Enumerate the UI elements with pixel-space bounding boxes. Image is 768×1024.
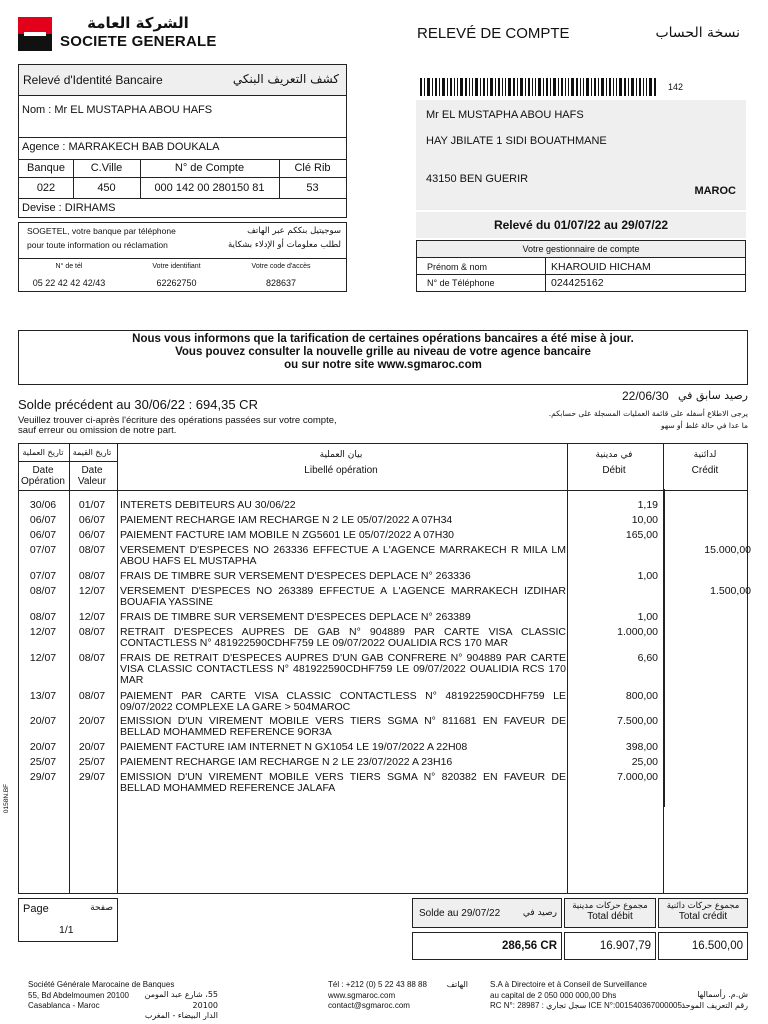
header-credit: Crédit	[691, 465, 719, 476]
row-libelle: FRAIS DE TIMBRE SUR VERSEMENT D'ESPECES DEPLACE N° 263336	[120, 570, 471, 582]
rib-box	[18, 64, 347, 218]
previous-balance-ar: رصيد سابق في	[678, 389, 748, 402]
footer-col3	[490, 980, 684, 1012]
rib-header-cville: C.Ville	[90, 162, 123, 174]
footer-city: Casablanca - Maroc	[28, 1001, 100, 1010]
address-city: 43150 BEN GUERIR	[426, 173, 529, 185]
total-credit-label: Total crédit	[678, 911, 728, 922]
total-debit: 16.907,79	[564, 932, 656, 960]
row-date-op: 07/07	[29, 544, 57, 556]
row-libelle: FRAIS DE TIMBRE SUR VERSEMENT D'ESPECES DEPLACE N° 263389	[120, 611, 471, 623]
rib-title-fr: Relevé d'Identité Bancaire	[23, 73, 163, 87]
footer-email[interactable]: contact@sgmaroc.com	[328, 1001, 410, 1010]
row-debit: 7.500,00	[617, 715, 658, 727]
header-libelle: Libellé opération	[304, 465, 378, 476]
operations-note-ar-2: ما عدا في حالة غلط أو سهو	[660, 421, 748, 430]
sogetel-line2-fr: pour toute information ou réclamation	[27, 240, 168, 250]
sogetel-value-tel: 05 22 42 42 42/43	[32, 278, 106, 288]
barcode-number: 142	[668, 82, 684, 92]
total-debit-label: Total débit	[587, 911, 633, 922]
account-manager-box	[416, 240, 746, 292]
header-date-op-ar: تاريخ العملية	[22, 448, 64, 457]
page-label-ar: صفحة	[90, 903, 113, 913]
total-credit-label-box	[658, 898, 748, 928]
closing-balance-label-box	[412, 898, 562, 928]
rib-title-ar: كشف التعريف البنكي	[232, 72, 339, 86]
header-debit: Débit	[602, 465, 626, 476]
previous-balance: Solde précédent au 30/06/22 : 694,35 CR	[18, 397, 258, 412]
total-credit-label-ar: مجموع حركات دائنية	[666, 901, 740, 911]
operations-note-fr-2: sauf erreur ou omission de notre part.	[18, 425, 177, 436]
footer-phone: Tél : +212 (0) 5 22 43 88 88	[328, 980, 427, 989]
sogetel-line1-ar: سوجيتيل بنككم عبر الهاتف	[247, 226, 341, 236]
statement-period: Relevé du 01/07/22 au 29/07/22	[416, 212, 746, 238]
operations-note-fr	[18, 416, 337, 436]
row-date-op: 29/07	[29, 771, 57, 783]
sogetel-value-code: 828637	[265, 278, 297, 288]
previous-balance-date-ar: 22/06/30	[622, 389, 669, 403]
header-date-op: Date Opération	[21, 465, 65, 487]
row-date-op: 30/06	[29, 499, 57, 511]
operations-note-ar-1: يرجى الاطلاع أسفله على قائمة العمليات المسجلة على حسابكم.	[548, 409, 748, 418]
row-libelle: PAIEMENT FACTURE IAM INTERNET N GX1054 LE 19/07/2022 A 22H08	[120, 741, 468, 753]
footer-phone-ar: الهاتف	[446, 980, 468, 989]
address-block	[416, 100, 746, 210]
page-number: 1/1	[59, 924, 74, 936]
closing-balance-label: Solde au 29/07/22	[419, 908, 501, 919]
header-date-val-ar: تاريخ القيمة	[72, 448, 112, 457]
row-date-val: 12/07	[78, 585, 106, 597]
row-date-op: 20/07	[29, 715, 57, 727]
row-libelle: FRAIS DE RETRAIT D'ESPECES AUPRES D'UN GAB CONFRERE N° 904889 PAR CARTE VISA CLASSIC CONTACTLESS N° 481922590CDHF759 LE 09/07/2022 OUALIDIA RCS 170 MAR	[120, 652, 566, 686]
row-debit: 25,00	[631, 756, 658, 768]
operations-note-fr-1: Veuillez trouver ci-après l'écriture des opérations passées sur votre compte,	[18, 415, 337, 426]
row-date-val: 06/07	[78, 514, 106, 526]
row-debit: 7.000,00	[617, 771, 658, 783]
header-libelle-ar: بيان العملية	[319, 450, 363, 460]
row-date-op: 08/07	[29, 585, 57, 597]
row-date-val: 08/07	[78, 570, 106, 582]
header-debit-ar: في مدينية	[595, 450, 633, 460]
header-credit-ar: لدائنية	[693, 450, 717, 460]
rib-header-banque: Banque	[27, 162, 65, 174]
row-date-val: 08/07	[78, 652, 106, 664]
row-credit: 1.500,00	[710, 585, 751, 597]
row-date-op: 12/07	[29, 626, 57, 638]
page-box	[18, 898, 118, 942]
row-credit: 15.000,00	[704, 544, 751, 556]
row-date-val: 08/07	[78, 690, 106, 702]
rib-header-compte: N° de Compte	[174, 162, 245, 174]
rib-agence: Agence : MARRAKECH BAB DOUKALA	[22, 141, 220, 153]
header-date-val: Date Valeur	[77, 465, 107, 487]
footer-capital: au capital de 2 050 000 000,00 Dhs	[490, 990, 617, 1000]
sogetel-header-id: Votre identifiant	[152, 263, 201, 270]
sogetel-value-id: 62262750	[156, 278, 197, 288]
sogetel-header-tel: N° de tél	[55, 263, 83, 270]
total-debit-label-ar: مجموع حركات مدينية	[572, 901, 648, 911]
row-date-val: 12/07	[78, 611, 106, 623]
row-date-op: 08/07	[29, 611, 57, 623]
notice-line2: Vous pouvez consulter la nouvelle grille au niveau de votre agence bancaire	[175, 346, 591, 358]
row-date-op: 20/07	[29, 741, 57, 753]
row-debit: 1,00	[637, 611, 658, 623]
rib-header-cle: Clé Rib	[294, 162, 331, 174]
row-date-op: 07/07	[29, 570, 57, 582]
side-code: 0158N.BF	[3, 783, 11, 814]
row-libelle: VERSEMENT D'ESPECES NO 263336 EFFECTUE A L'AGENCE MARRAKECH R MILA LM ABOU HAFS EL MUSTAPHA	[120, 544, 566, 567]
footer-capital-ar: ش.م. رأسمالها	[697, 990, 748, 999]
rib-devise: Devise : DIRHAMS	[22, 202, 116, 214]
total-credit: 16.500,00	[658, 932, 748, 960]
row-date-val: 01/07	[78, 499, 106, 511]
address-country: MAROC	[694, 185, 736, 197]
row-libelle: EMISSION D'UN VIREMENT MOBILE VERS TIERS SGMA N° 820382 EN FAVEUR DE BELLAD MOHAMMED REFERENCE JALAFA	[120, 771, 566, 794]
footer-legal: S.A à Directoire et à Conseil de Surveillance	[490, 980, 647, 989]
footer-rc-ice: RC N°: 28987 : سجل تجاري ICE N°:001540367000005:	[490, 1001, 685, 1010]
bank-name-ar: الشركة العامة	[87, 14, 189, 32]
footer-ice-ar: رقم التعريف الموحد	[681, 1000, 748, 1010]
row-date-val: 20/07	[78, 741, 106, 753]
account-manager-title: Votre gestionnaire de compte	[417, 241, 745, 258]
account-manager-name-label: Prénom & nom	[427, 262, 488, 272]
rib-value-cville: 450	[97, 182, 116, 194]
row-debit: 1,19	[637, 499, 658, 511]
row-debit: 1.000,00	[617, 626, 658, 638]
footer-col3-ar	[680, 990, 748, 1011]
footer-address-ar: 55، شارع عبد المومن 20100	[144, 990, 218, 1010]
row-libelle: PAIEMENT PAR CARTE VISA CLASSIC CONTACTLESS N° 481922590CDHF759 LE 09/07/2022 COMPLEXE LA GARE > 504MAROC	[120, 690, 566, 713]
footer-website[interactable]: www.sgmaroc.com	[328, 990, 396, 1000]
closing-balance-label-ar: رصيد في	[522, 908, 557, 918]
row-debit: 1,00	[637, 570, 658, 582]
account-manager-phone: 024425162	[551, 277, 604, 289]
row-date-op: 13/07	[29, 690, 57, 702]
row-libelle: VERSEMENT D'ESPECES NO 263389 EFFECTUE A L'AGENCE MARRAKECH IZDIHAR BOUAFIA YASSINE	[120, 585, 566, 608]
row-debit: 800,00	[625, 690, 658, 702]
tariff-notice	[18, 330, 748, 385]
sogetel-line1-fr: SOGETEL, votre banque par téléphone	[27, 226, 176, 236]
footer-company: Société Générale Marocaine de Banques	[28, 980, 175, 989]
rib-value-banque: 022	[36, 182, 56, 194]
rib-nom: Nom : Mr EL MUSTAPHA ABOU HAFS	[22, 104, 213, 116]
row-debit: 165,00	[625, 529, 658, 541]
page-title: RELEVÉ DE COMPTE	[417, 25, 570, 42]
row-libelle: INTERETS DEBITEURS AU 30/06/22	[120, 499, 296, 511]
row-debit: 10,00	[631, 514, 658, 526]
bank-logo-icon	[18, 17, 52, 51]
row-date-val: 29/07	[78, 771, 106, 783]
operations-note-ar	[500, 408, 748, 432]
page-label: Page	[23, 903, 49, 915]
row-date-op: 25/07	[29, 756, 57, 768]
closing-balance: 286,56 CR	[412, 932, 562, 960]
footer-city-ar: الدار البيضاء - المغرب	[144, 1011, 218, 1020]
row-date-op: 06/07	[29, 529, 57, 541]
row-date-val: 25/07	[78, 756, 106, 768]
row-libelle: EMISSION D'UN VIREMENT MOBILE VERS TIERS SGMA N° 811681 EN FAVEUR DE BELLAD MOHAMMED REFERENCE 9OR3A	[120, 715, 566, 738]
rib-value-compte: 000 142 00 280150 81	[154, 182, 265, 194]
page-title-ar: نسخة الحساب	[655, 25, 740, 41]
notice-line3: ou sur notre site www.sgmaroc.com	[284, 359, 482, 371]
footer-address: 55, Bd Abdelmoumen 20100	[28, 990, 129, 1000]
address-name: Mr EL MUSTAPHA ABOU HAFS	[426, 109, 584, 121]
sogetel-header-code: Votre code d'accès	[251, 263, 311, 270]
notice-line1: Nous vous informons que la tarification de certaines opérations bancaires a été mise à jour.	[132, 333, 634, 345]
row-date-val: 08/07	[78, 544, 106, 556]
rib-value-cle: 53	[306, 182, 319, 194]
row-libelle: PAIEMENT RECHARGE IAM RECHARGE N 2 LE 05/07/2022 A 07H34	[120, 514, 453, 526]
bank-name-fr: SOCIETE GENERALE	[60, 33, 217, 50]
footer-col1-ar	[130, 990, 218, 1022]
row-date-op: 12/07	[29, 652, 57, 664]
address-street: HAY JBILATE 1 SIDI BOUATHMANE	[426, 135, 607, 147]
row-libelle: RETRAIT D'ESPECES AUPRES DE GAB N° 904889 PAR CARTE VISA CLASSIC CONTACTLESS N° 481922590CDHF759 LE 09/07/2022 OUALIDIA RCS 170 MAR	[120, 626, 566, 649]
row-date-op: 06/07	[29, 514, 57, 526]
footer-col2	[328, 980, 427, 1012]
row-libelle: PAIEMENT FACTURE IAM MOBILE N ZG5601 LE 05/07/2022 A 07H30	[120, 529, 455, 541]
account-manager-name: KHAROUID HICHAM	[551, 261, 651, 273]
row-date-val: 06/07	[78, 529, 106, 541]
row-libelle: PAIEMENT RECHARGE IAM RECHARGE N 2 LE 23/07/2022 A 23H16	[120, 756, 453, 768]
row-debit: 6,60	[637, 652, 658, 664]
row-debit: 398,00	[625, 741, 658, 753]
row-date-val: 20/07	[78, 715, 106, 727]
sogetel-box	[18, 222, 347, 292]
barcode-icon	[420, 78, 660, 96]
sogetel-line2-ar: لطلب معلومات أو الإدلاء بشكاية	[228, 240, 341, 250]
account-manager-phone-label: N° de Téléphone	[427, 278, 495, 288]
total-debit-label-box	[564, 898, 656, 928]
row-date-val: 08/07	[78, 626, 106, 638]
